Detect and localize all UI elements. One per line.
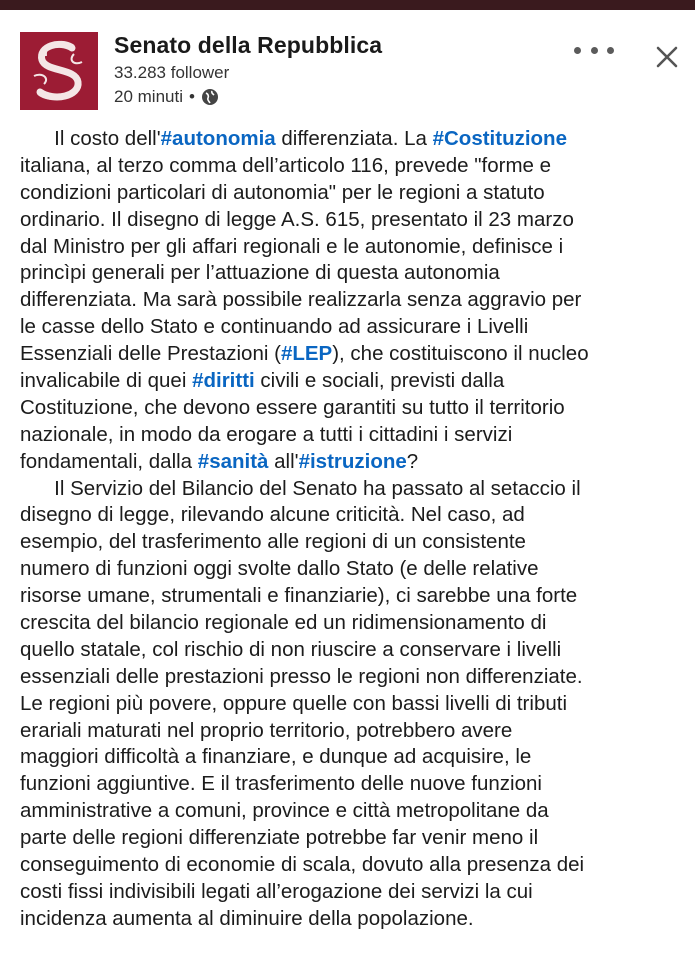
post-text: nazionale, in modo da erogare a tutti i cittadini i servizi xyxy=(20,422,513,446)
post-text: conseguimento di economie di scala, dovuto alla presenza dei xyxy=(20,853,585,877)
post-text: essenziali delle prestazioni presso le regioni non differenziate. xyxy=(20,664,583,688)
more-options-icon[interactable] xyxy=(574,40,614,60)
post-text: maggiori difficoltà a finanziare, e dunque ad acquisire, le xyxy=(20,745,532,769)
hashtag-link[interactable]: #autonomia xyxy=(160,127,276,150)
post-text: amministrative a comuni, province e città metropolitane da xyxy=(20,799,549,823)
post-text: Il costo dell' xyxy=(20,127,161,150)
post-body-line xyxy=(20,879,692,906)
post-body-line xyxy=(20,744,692,771)
post-text: condizioni particolari di autonomia" per le regioni a statuto xyxy=(20,180,545,204)
post-text: invalicabile di quei xyxy=(20,369,193,393)
post-body-line xyxy=(20,610,692,637)
post-text: dal Ministro per gli affari regionali e le autonomie, definisce i xyxy=(20,234,564,258)
post-text: crescita del bilancio regionale ed un ridimensionamento di xyxy=(20,611,547,635)
post-body-line xyxy=(20,798,692,825)
post-body-line xyxy=(20,207,692,234)
post-body-line xyxy=(20,556,692,583)
post-text: all' xyxy=(268,449,299,473)
post-text: numero di funzioni oggi svolte dallo Stato (e delle relative xyxy=(20,557,539,581)
post-text: costi fissi indivisibili legati all’erogazione dei servizi la cui xyxy=(20,879,533,903)
post-text: disegno di legge, rilevando alcune criticità. Nel caso, ad xyxy=(20,503,525,527)
hashtag-link[interactable]: #istruzione xyxy=(298,449,407,473)
post-text: ? xyxy=(406,449,419,473)
post-text: Essenziali delle Prestazioni ( xyxy=(20,342,281,366)
follower-count: 33.283 follower xyxy=(114,63,230,82)
post-text: civili e sociali, previsti dalla xyxy=(254,369,505,393)
senato-logo-icon[interactable] xyxy=(20,32,98,110)
post-time xyxy=(114,87,219,107)
post-body-line xyxy=(20,852,692,879)
post-body-line xyxy=(20,502,692,529)
close-icon[interactable] xyxy=(654,44,680,70)
post-text: ordinario. Il disegno di legge A.S. 615, presentato il 23 marzo xyxy=(20,207,574,231)
post-body-line xyxy=(20,422,692,449)
post-text: Le regioni più povere, oppure quelle con bassi livelli di tributi xyxy=(20,691,567,715)
post-text: italiana, al terzo comma dell’articolo 116, prevede "forme e xyxy=(20,153,552,177)
hashtag-link[interactable]: #LEP xyxy=(280,342,333,366)
post-text: fondamentali, dalla xyxy=(20,449,198,473)
post-body-line xyxy=(20,287,692,314)
post-body-line xyxy=(20,529,692,556)
post-text: le casse dello Stato e continuando ad assicurare i Livelli xyxy=(20,315,529,339)
post-text: differenziata. La xyxy=(275,127,433,150)
post-text: Costituzione, che devono essere garantiti su tutto il territorio xyxy=(20,395,565,419)
hashtag-link[interactable]: #Costituzione xyxy=(432,127,567,150)
post-body-line xyxy=(20,153,692,180)
more-dot xyxy=(607,47,614,54)
post-header xyxy=(0,10,695,116)
post-text: risorse umane, strumentali e finanziarie), ci sarebbe una forte xyxy=(20,584,578,608)
post-body-line xyxy=(20,180,692,207)
hashtag-link[interactable]: #sanità xyxy=(197,449,269,473)
post-body-line xyxy=(20,341,692,368)
post-body-line xyxy=(20,395,692,422)
post-body-line xyxy=(20,664,692,691)
post-body-line xyxy=(20,234,692,261)
post-body-line xyxy=(20,825,692,852)
post-body-line xyxy=(20,771,692,798)
post-body-line xyxy=(20,476,692,503)
post-text: erariali maturati nel proprio territorio, potrebbero avere xyxy=(20,718,513,742)
post-body-line xyxy=(20,449,692,476)
post-text: differenziata. Ma sarà possibile realizzarla senza aggravio per xyxy=(20,288,582,312)
post-text: princìpi generali per l’attuazione di questa autonomia xyxy=(20,261,500,285)
post-text: ), che costituiscono il nucleo xyxy=(332,342,589,366)
hashtag-link[interactable]: #diritti xyxy=(192,369,255,393)
more-dot xyxy=(574,47,581,54)
post-body-line xyxy=(20,691,692,718)
post-text: Il Servizio del Bilancio del Senato ha passato al setaccio il xyxy=(20,476,581,500)
post-body-line xyxy=(20,906,692,933)
post-text: esempio, del trasferimento alle regioni di un consistente xyxy=(20,530,526,554)
post-body-line xyxy=(20,718,692,745)
author-name[interactable]: Senato della Repubblica xyxy=(114,32,383,58)
top-bar xyxy=(0,0,695,10)
post-text: incidenza aumenta al diminuire della popolazione. xyxy=(20,906,474,930)
post-time-label: 20 minuti xyxy=(114,87,183,106)
more-dot xyxy=(591,47,598,54)
post-body-line xyxy=(20,260,692,287)
post-text: funzioni aggiuntive. E il trasferimento delle nuove funzioni xyxy=(20,772,542,796)
globe-icon xyxy=(201,88,219,106)
post-body-line xyxy=(20,637,692,664)
post-body-line xyxy=(20,368,692,395)
post-body-line xyxy=(20,583,692,610)
post-text: parte delle regioni differenziate potrebbe far venir meno il xyxy=(20,826,539,850)
time-separator: • xyxy=(188,87,195,106)
post-text: quello statale, col rischio di non riuscire a conservare i livelli xyxy=(20,637,562,661)
post-body-line xyxy=(20,314,692,341)
post-body xyxy=(20,126,692,933)
post-body-line xyxy=(20,126,692,153)
